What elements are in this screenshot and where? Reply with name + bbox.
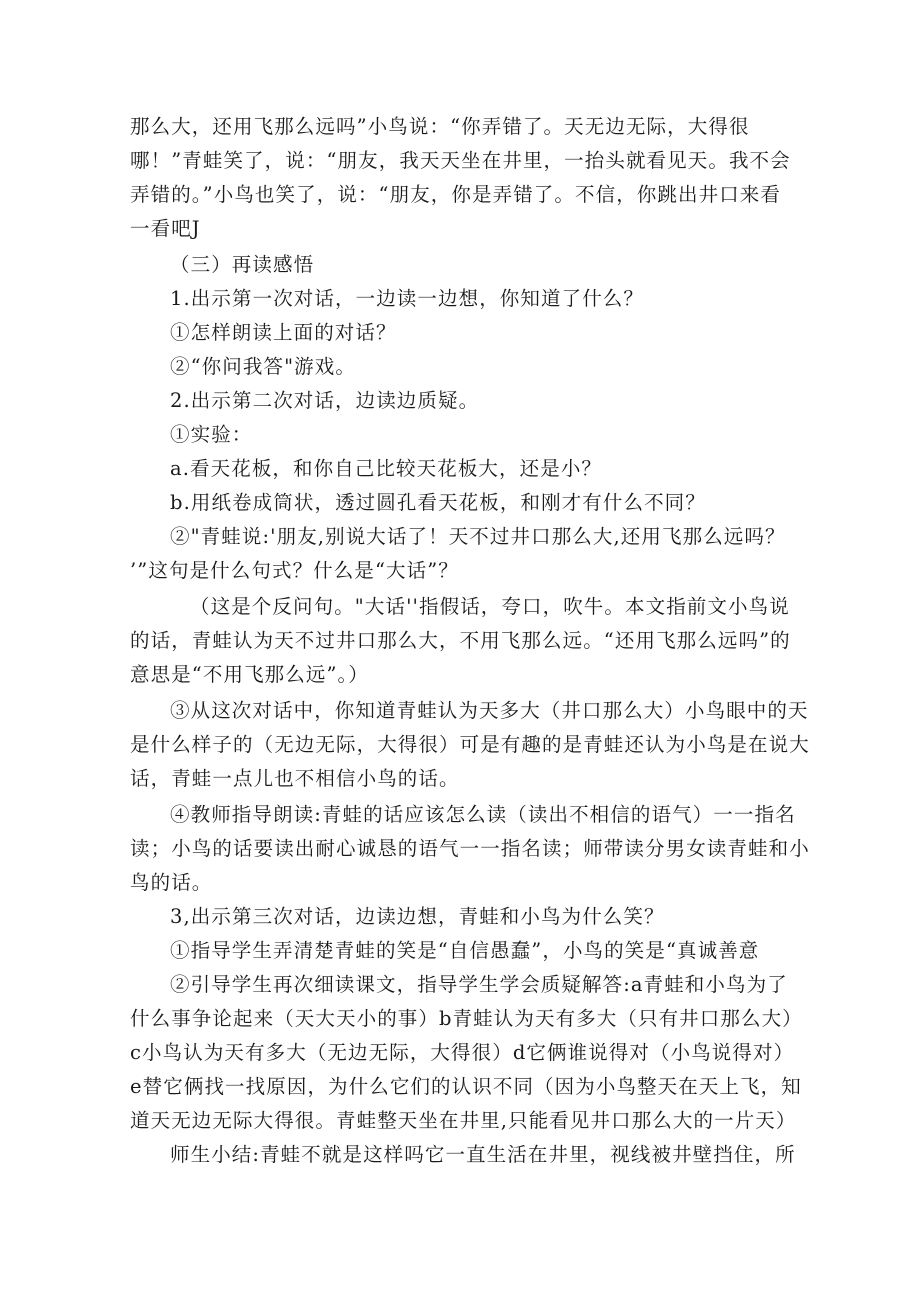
text-line: 2.出示第二次对话，边读边质疑。 (170, 389, 480, 412)
text-line: ①指导学生弄清楚青蛙的笑是“自信愚蠢”，小鸟的笑是“真诚善意 (170, 939, 760, 962)
text-line: ③从这次对话中，你知道青蛙认为天多大（井口那么大）小鸟眼中的天 (170, 699, 809, 722)
text-line: ②“你问我答"游戏。 (170, 355, 356, 378)
text-line: ②引导学生再次细读课文，指导学生学会质疑解答:a青蛙和小鸟为了 (170, 973, 788, 996)
text-line: 一看吧J (130, 217, 201, 240)
text-line: 意思是“不用飞那么远”。） (130, 663, 369, 686)
text-line: e替它俩找一找原因，为什么它们的认识不同（因为小鸟整天在天上飞，知 (130, 1075, 802, 1098)
text-line: 那么大，还用飞那么远吗”小鸟说：“你弄错了。天无边无际，大得很 (130, 115, 750, 138)
text-line: ’”这句是什么句式？什么是“大话”？ (130, 559, 459, 582)
section-heading: （三）再读感悟 (170, 253, 315, 276)
text-line: ②"青蛙说:'朋友,别说大话了！天不过井口那么大,还用飞那么远吗？ (170, 525, 786, 548)
text-line: 鸟的话。 (130, 871, 213, 894)
text-line: ①实验： (170, 423, 253, 446)
text-line: 哪！”青蛙笑了，说：“朋友，我天天坐在井里，一抬头就看见天。我不会 (130, 149, 791, 172)
text-line: 弄错的。”小鸟也笑了，说：“朋友，你是弄错了。不信，你跳出井口来看 (130, 183, 781, 206)
text-line: b.用纸卷成筒状，透过圆孔看天花板，和刚才有什么不同？ (170, 491, 706, 514)
text-line: 什么事争论起来（天大天小的事）b青蛙认为天有多大（只有井口那么大） (130, 1007, 803, 1030)
text-line: 话，青蛙一点儿也不相信小鸟的话。 (130, 767, 460, 790)
text-line: 师生小结:青蛙不就是这样吗它一直生活在井里，视线被井壁挡住，所 (170, 1143, 796, 1166)
text-line: 读；小鸟的话要读出耐心诚恳的语气一一指名读；师带读分男女读青蛙和小 (130, 837, 810, 860)
text-line: 1.出示第一次对话，一边读一边想，你知道了什么？ (170, 287, 645, 310)
text-line: 的话，青蛙认为天不过井口那么大，不用飞那么远。“还用飞那么远吗”的 (130, 629, 791, 652)
text-line: ④教师指导朗读:青蛙的话应该怎么读（读出不相信的语气）一一指名 (170, 803, 796, 826)
text-line: ①怎样朗读上面的对话？ (170, 321, 397, 344)
text-line: （这是个反问句。"大话''指假话，夸口，吹牛。本文指前文小鸟说 (190, 595, 790, 618)
text-line: a.看天花板，和你自己比较天花板大，还是小？ (170, 457, 603, 480)
text-line: 是什么样子的（无边无际，大得很）可是有趣的是青蛙还认为小鸟是在说大 (130, 733, 810, 756)
text-line: 3,出示第三次对话，边读边想，青蛙和小鸟为什么笑？ (170, 905, 665, 928)
text-line: 道天无边无际大得很。青蛙整天坐在井里,只能看见井口那么大的一片天） (130, 1109, 797, 1132)
text-line: c小鸟认为天有多大（无边无际，大得很）d它俩谁说得对（小鸟说得对） (130, 1041, 795, 1064)
